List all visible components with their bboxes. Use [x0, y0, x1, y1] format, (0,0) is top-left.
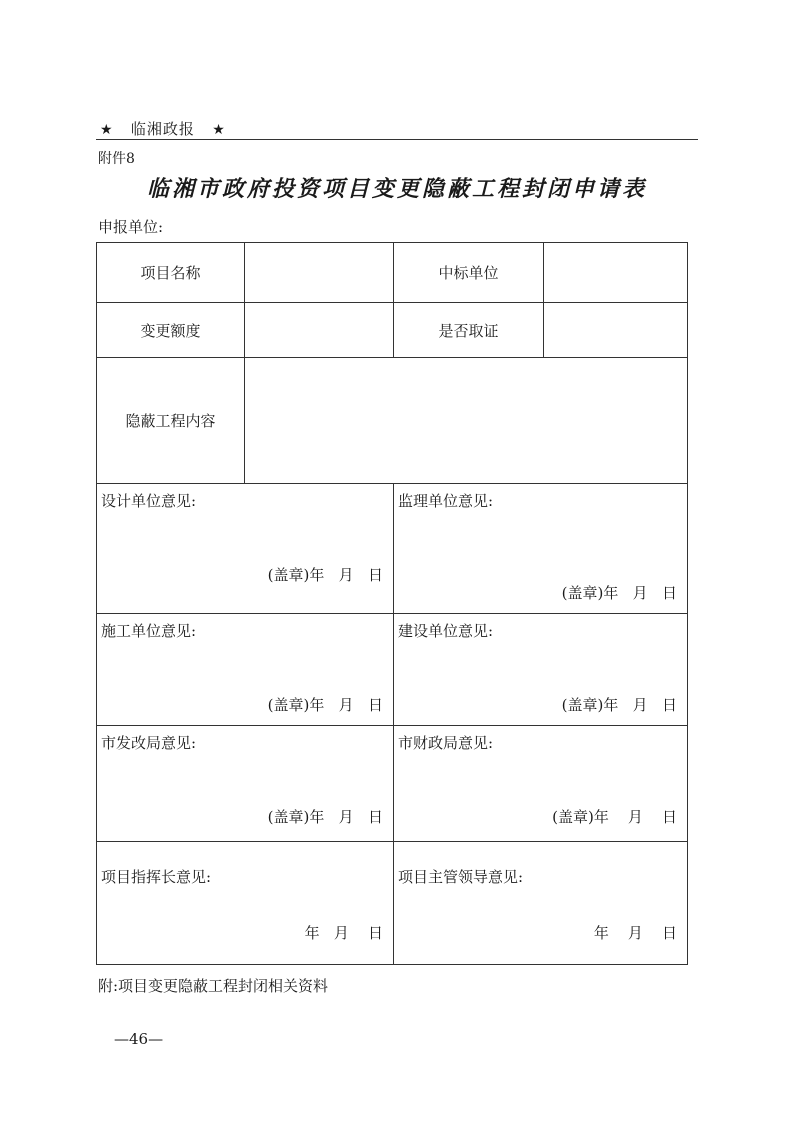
- project-name-field[interactable]: [245, 243, 394, 303]
- commander-opinion-cell[interactable]: [97, 842, 394, 965]
- date-line: 年 月 日: [593, 924, 677, 942]
- seal-date: (盖章)年 月 日: [267, 696, 383, 714]
- publication-name: 临湘政报: [130, 120, 195, 138]
- table-row: [97, 484, 688, 614]
- construction-opinion-label: 施工单位意见:: [101, 622, 197, 640]
- finance-opinion-cell[interactable]: [394, 726, 688, 842]
- date-line: 年 月 日: [304, 924, 383, 942]
- project-name-label: 项目名称: [97, 243, 245, 303]
- ndrc-opinion-label: 市发改局意见:: [101, 734, 197, 752]
- hidden-work-field[interactable]: [245, 358, 688, 484]
- leader-opinion-label: 项目主管领导意见:: [398, 868, 524, 886]
- page-number: —46—: [114, 1030, 164, 1048]
- builder-opinion-cell[interactable]: [394, 614, 688, 726]
- ndrc-opinion-cell[interactable]: [97, 726, 394, 842]
- hidden-work-label: 隐蔽工程内容: [97, 358, 245, 484]
- application-form-table: [96, 242, 688, 965]
- change-amount-field[interactable]: [245, 303, 394, 358]
- design-opinion-cell[interactable]: [97, 484, 394, 614]
- star-icon: ★: [100, 122, 114, 138]
- applicant-label: 申报单位:: [98, 218, 164, 236]
- winning-bidder-label: 中标单位: [394, 243, 544, 303]
- seal-date: (盖章)年 月 日: [552, 808, 677, 826]
- seal-date: (盖章)年 月 日: [267, 566, 383, 584]
- seal-date: (盖章)年 月 日: [267, 808, 383, 826]
- leader-opinion-cell[interactable]: [394, 842, 688, 965]
- header-divider: [96, 139, 698, 140]
- design-opinion-label: 设计单位意见:: [101, 492, 197, 510]
- table-row: [97, 358, 688, 484]
- publication-header: [100, 118, 226, 139]
- construction-opinion-cell[interactable]: [97, 614, 394, 726]
- finance-opinion-label: 市财政局意见:: [398, 734, 494, 752]
- table-row: [97, 303, 688, 358]
- form-title: 临湘市政府投资项目变更隐蔽工程封闭申请表: [146, 176, 647, 202]
- table-row: [97, 243, 688, 303]
- supervision-opinion-label: 监理单位意见:: [398, 492, 494, 510]
- table-row: [97, 614, 688, 726]
- builder-opinion-label: 建设单位意见:: [398, 622, 494, 640]
- winning-bidder-field[interactable]: [544, 243, 688, 303]
- evidence-field[interactable]: [544, 303, 688, 358]
- seal-date: (盖章)年 月 日: [561, 584, 677, 602]
- commander-opinion-label: 项目指挥长意见:: [101, 868, 212, 886]
- table-row: [97, 842, 688, 965]
- star-icon: ★: [212, 122, 226, 138]
- seal-date: (盖章)年 月 日: [561, 696, 677, 714]
- evidence-label: 是否取证: [394, 303, 544, 358]
- footer-note: 附:项目变更隐蔽工程封闭相关资料: [98, 977, 329, 995]
- table-row: [97, 726, 688, 842]
- attachment-label: 附件8: [98, 151, 135, 167]
- supervision-opinion-cell[interactable]: [394, 484, 688, 614]
- change-amount-label: 变更额度: [97, 303, 245, 358]
